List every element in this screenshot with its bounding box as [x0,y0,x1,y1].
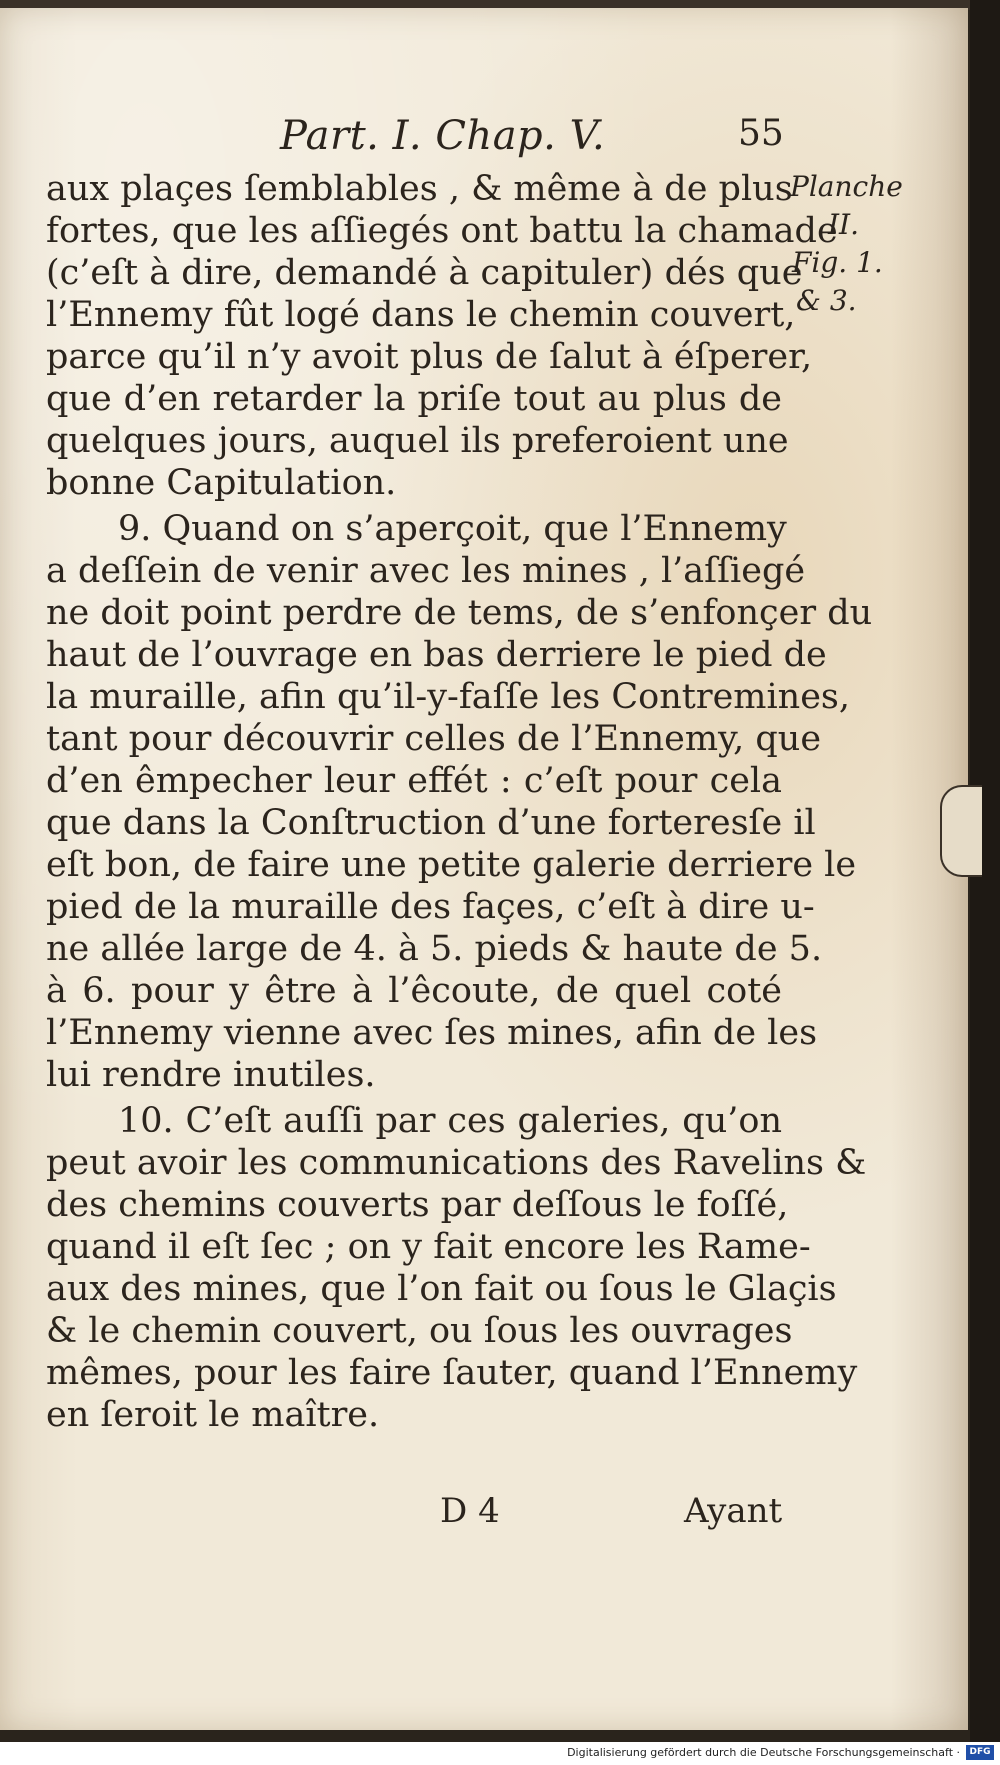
marginal-note-line: & 3. [796,284,857,317]
text-line: des chemins couverts par deſſous le foſſé, [46,1185,789,1225]
text-line: ne doit point perdre de tems, de s’enfonçer du [46,593,873,633]
text-line: ne allée large de 4. à 5. pieds & haute de 5. [46,929,823,969]
text-line: d’en êmpecher leur effét : c’eſt pour cela [46,761,782,801]
marginal-note-line: Planche [790,170,903,203]
page-clip-tab [940,785,982,877]
text-line: quelques jours, auquel ils preferoient une [46,421,789,461]
text-line: aux des mines, que l’on fait ou ſous le Glaçis [46,1269,837,1309]
text-line: aux plaçes ſemblables , & même à de plus [46,169,793,209]
text-line: 9. Quand on s’aperçoit, que l’Ennemy [118,509,787,549]
text-line: eſt bon, de faire une petite galerie derriere le [46,845,857,885]
text-line: l’Ennemy vienne avec ſes mines, afin de les [46,1013,818,1053]
text-line: fortes, que les aſſiegés ont battu la chamade [46,211,838,251]
page-number: 55 [738,113,784,154]
running-head: Part. I. Chap. V. [280,113,606,159]
text-line: quand il eſt ſec ; on y fait encore les Rame- [46,1227,811,1267]
dfg-logo: DFG [966,1745,994,1760]
book-spine-edge [970,0,1000,1765]
text-line: que d’en retarder la priſe tout au plus de [46,379,782,419]
marginal-note-line: Fig. 1. [792,246,883,279]
text-line: (c’eſt à dire, demandé à capituler) dés que [46,253,803,293]
text-line: bonne Capitulation. [46,463,397,503]
text-line: en ſeroit le maître. [46,1395,380,1435]
text-line: mêmes, pour les faire ſauter, quand l’Ennemy [46,1353,858,1393]
text-line: peut avoir les communications des Ravelins & [46,1143,867,1183]
text-line: la muraille, afin qu’il-y-faſſe les Contremines, [46,677,851,717]
footer-credit: Digitalisierung gefördert durch die Deutsche Forschungsgemeinschaft · [567,1746,960,1759]
text-line: 10. C’eſt auſſi par ces galeries, qu’on [118,1101,782,1141]
text-line: parce qu’il n’y avoit plus de ſalut à éſperer, [46,337,813,377]
marginal-note-line: II. [828,208,860,241]
text-line: & le chemin couvert, ou ſous les ouvrages [46,1311,793,1351]
signature-mark: D 4 [440,1491,500,1531]
text-line: haut de l’ouvrage en bas derriere le pied de [46,635,827,675]
text-line: pied de la muraille des façes, c’eſt à dire u- [46,887,815,927]
text-line: l’Ennemy fût logé dans le chemin couvert, [46,295,796,335]
book-page [0,8,968,1730]
text-line: tant pour découvrir celles de l’Ennemy, que [46,719,822,759]
text-line: que dans la Conſtruction d’une forteresſe il [46,803,816,843]
text-line: a deſſein de venir avec les mines , l’aſſiegé [46,551,806,591]
text-line: lui rendre inutiles. [46,1055,376,1095]
text-line: à 6. pour y être à l’êcoute, de quel coté [46,971,782,1011]
catchword: Ayant [684,1491,783,1531]
